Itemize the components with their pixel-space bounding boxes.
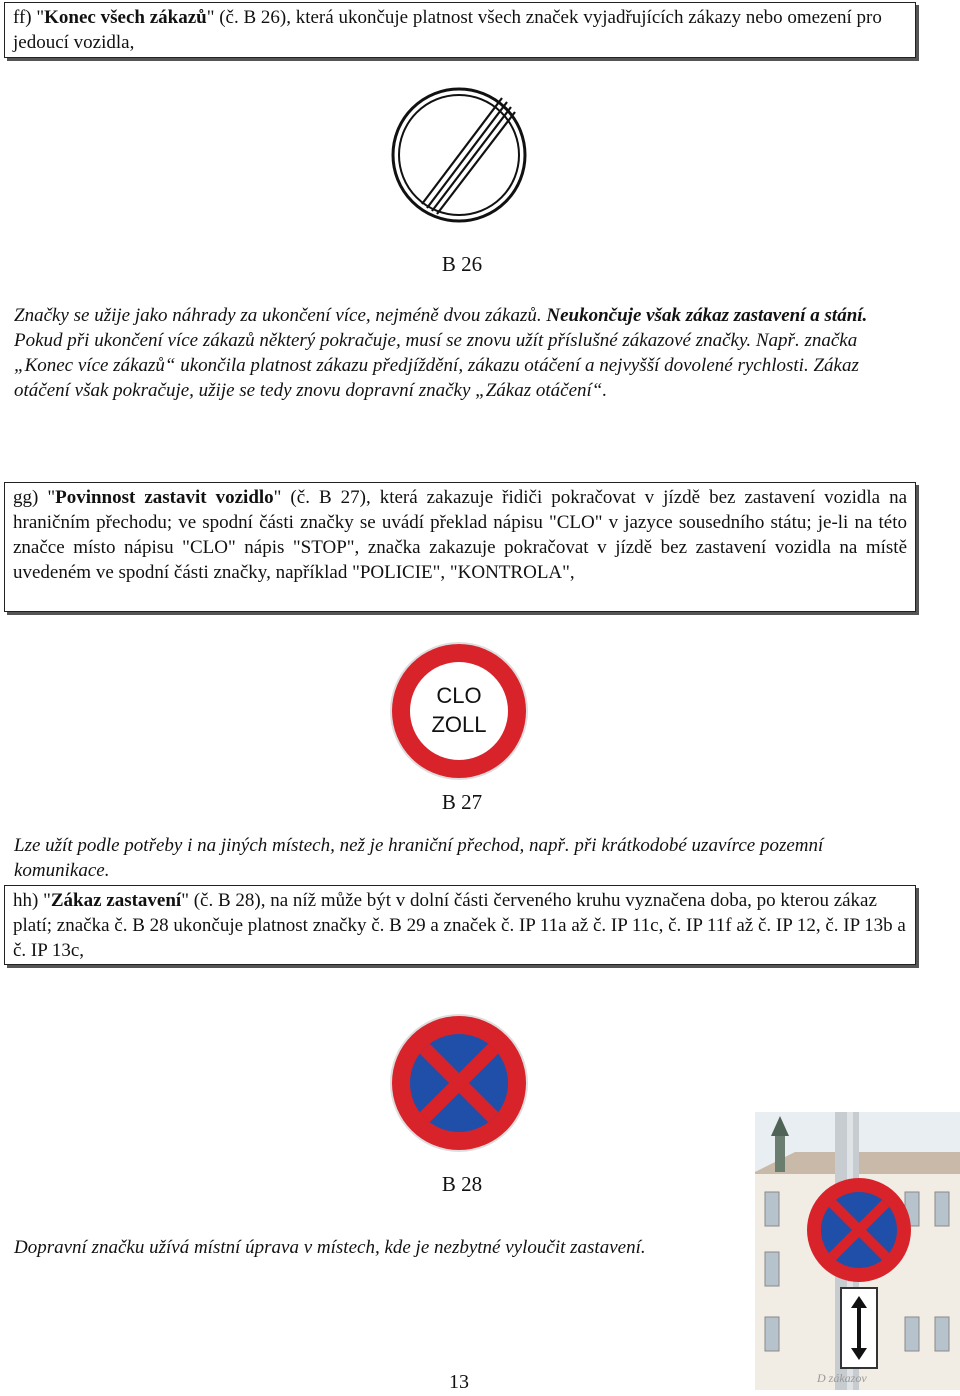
ff-text: " (č. B 26), která ukončuje platnost všech značek vyjadřujících zákazy nebo omezení pro jedoucí vozidla, bbox=[13, 7, 882, 53]
b27-sign-text-bottom: ZOLL bbox=[431, 712, 487, 737]
street-photo-drawing bbox=[755, 1112, 960, 1390]
gg-title: Povinnost zastavit vozidlo bbox=[55, 487, 274, 508]
section-hh-box bbox=[4, 885, 916, 965]
b26-note-end: Pokud při ukončení více zákazů některý pokračuje, musí se znovu užít příslušné zákazové značky. Např. značka „Konec více zákazů“ ukončila platnost zákazu předjíždění, zákazu otáčení a nejvyšší dovolené rychlosti. Zákaz otáčení však pokračuje, užije se tedy znovu dopravní značky „Zákaz otáčení“. bbox=[14, 330, 859, 401]
b28-note: Dopravní značku užívá místní úprava v místech, kde je nezbytné vyloučit zastavení. bbox=[14, 1237, 646, 1258]
ff-prefix: ff) " bbox=[13, 7, 45, 28]
b28-label: B 28 bbox=[441, 1172, 483, 1196]
section-ff-box bbox=[4, 2, 916, 58]
b27-note: Lze užít podle potřeby i na jiných místech, než je hraniční přechod, např. při krátkodobé uzavírce pozemní komunikace. bbox=[14, 835, 824, 881]
sign-b27-customs-stop bbox=[388, 640, 530, 782]
ff-title: Konec všech zákazů bbox=[44, 7, 207, 28]
gg-prefix: gg) " bbox=[13, 487, 56, 508]
hh-text: " (č. B 28), na níž může být v dolní části červeného kruhu vyznačena doba, po kterou zákaz platí; značka č. B 28 ukončuje platnost značky č. B 29 a značek č. IP 11a až č. IP 11c, č. IP 11f až č. IP 12, č. IP 13b a č. IP 13c, bbox=[13, 890, 906, 961]
photo-watermark: D zákazov bbox=[817, 1371, 867, 1385]
b26-note-start: Značky se užije jako náhrady za ukončení více, nejméně dvou zákazů. bbox=[14, 305, 547, 326]
hh-title: Zákaz zastavení bbox=[50, 890, 182, 911]
b26-note-bold: Neukončuje však zákaz zastavení a stání. bbox=[546, 305, 868, 326]
b27-sign-text-top: CLO bbox=[436, 683, 482, 708]
b26-note bbox=[14, 303, 894, 403]
hh-prefix: hh) " bbox=[13, 890, 51, 911]
gg-text: " (č. B 27), která zakazuje řidiči pokračovat v jízdě bez zastavení vozidla na hraničním přechodu; ve spodní části značky se uvádí překlad nápisu "CLO" v jazyce sousedního státu; je-li na této značce místo nápisu "CLO" nápis "STOP", značka zakazuje pokračovat v jízdě bez zastavení vozidla na místě uvedeném ve spodní části značky, například "POLICIE", "KONTROLA", bbox=[13, 487, 908, 583]
b27-label: B 27 bbox=[441, 790, 483, 814]
sign-b28-no-stopping bbox=[388, 1012, 530, 1154]
b26-label: B 26 bbox=[441, 252, 483, 276]
section-gg-box bbox=[4, 482, 916, 612]
page-number: 13 bbox=[449, 1371, 469, 1393]
sign-b26-end-of-all-prohibitions bbox=[390, 86, 528, 224]
street-photo-b28 bbox=[755, 1112, 960, 1390]
